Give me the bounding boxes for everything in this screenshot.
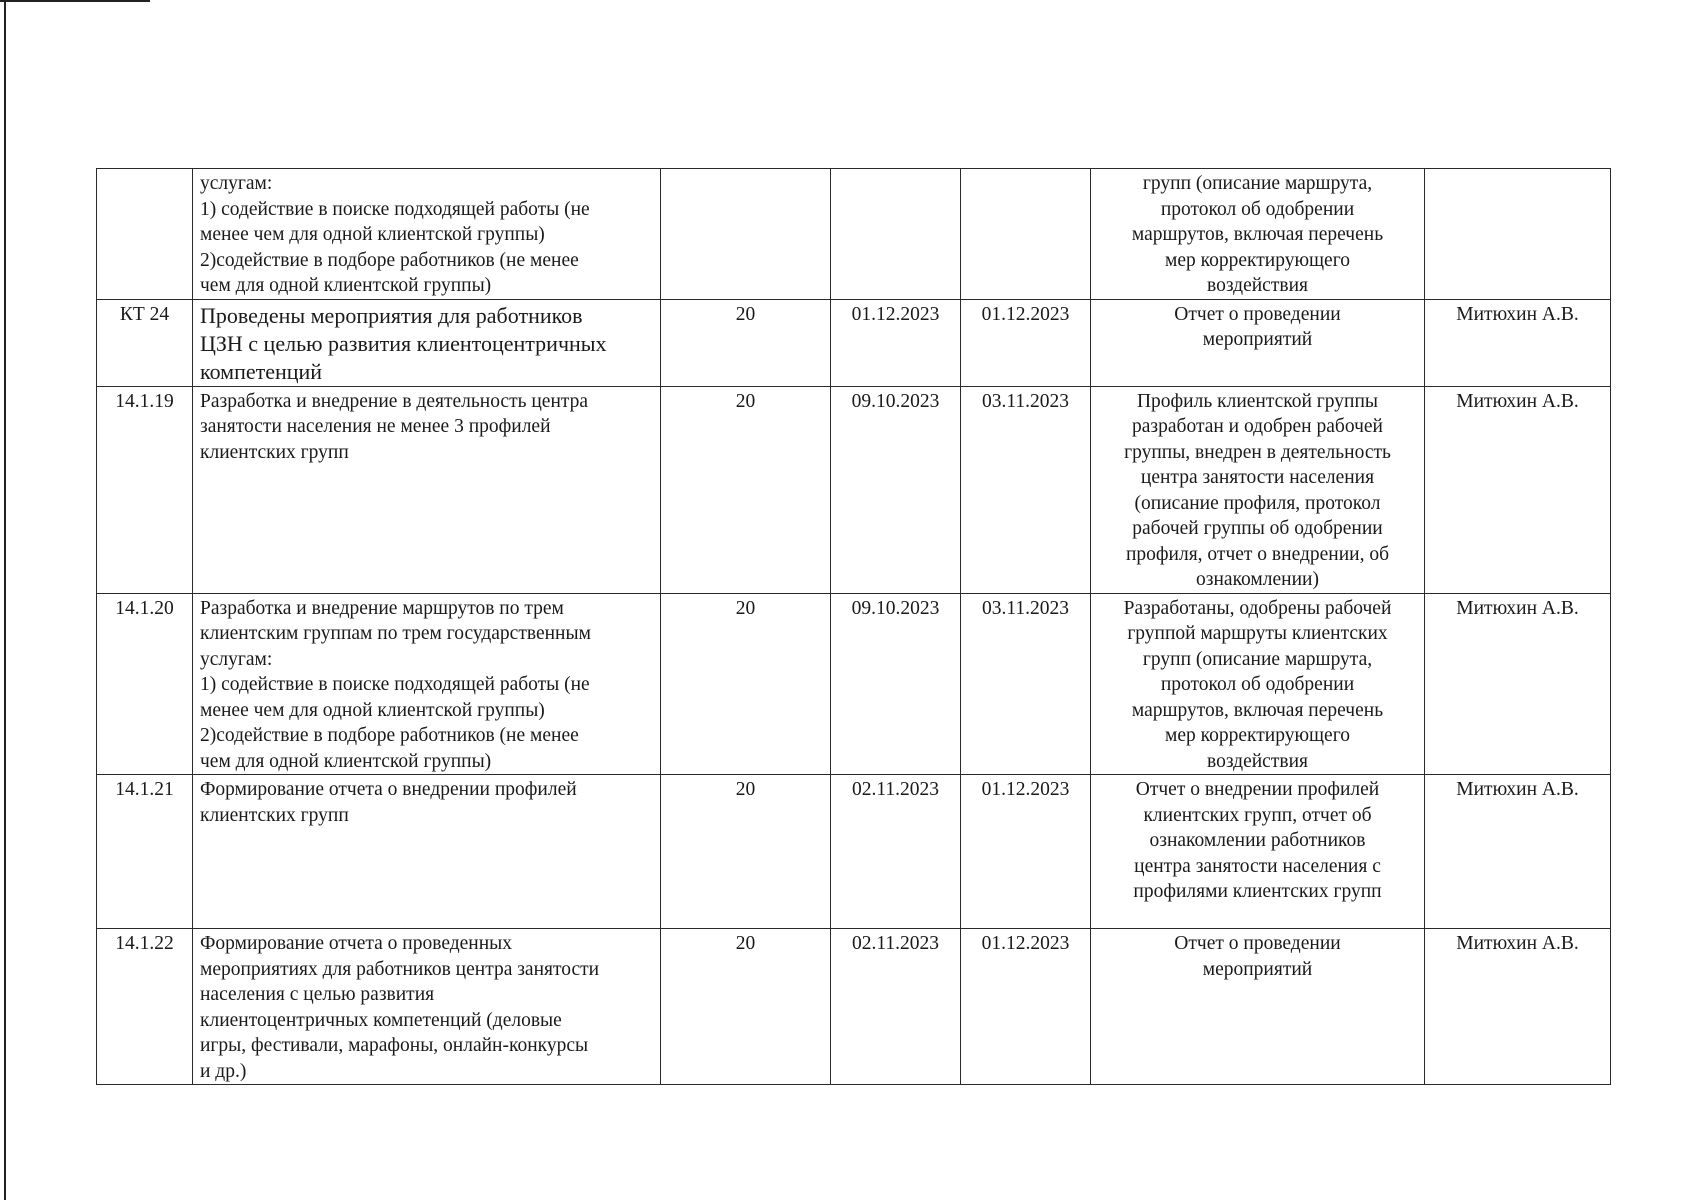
description-line: населения с целью развития [200,984,435,1005]
result-cell [1091,169,1425,300]
description-line: компетенций [200,358,323,384]
weight-cell: 20 [661,929,831,1085]
scan-border-top [0,0,150,2]
plan-table [96,168,1611,1085]
result-line: разработан и одобрен рабочей [1132,416,1383,437]
row-number-cell: КТ 24 [97,299,193,386]
result-line: мер корректирующего [1165,725,1350,746]
result-line: Разработаны, одобрены рабочей [1123,597,1392,619]
end-date-cell: 01.12.2023 [961,299,1091,386]
description-line: менее чем для одной клиентской группы) [200,224,545,245]
result-cell [1091,386,1425,593]
end-date-cell [961,169,1091,300]
description-line: Проведены мероприятия для работников [200,302,583,328]
end-date-cell: 01.12.2023 [961,929,1091,1085]
result-line: маршрутов, включая перечень [1131,224,1384,245]
start-date-cell [831,169,961,300]
result-line: центра занятости населения с [1134,855,1381,877]
result-cell [1091,299,1425,386]
table-row [97,169,1611,300]
end-date-cell: 01.12.2023 [961,775,1091,929]
description-line: 1) содействие в поиске подходящей работы (не [200,674,590,695]
description-cell [193,169,661,300]
weight-cell [661,169,831,300]
description-line: ЦЗН с целью развития клиентоцентричных [200,330,607,356]
weight-cell: 20 [661,593,831,775]
result-line: клиентских групп, отчет об [1143,804,1372,826]
table-row [97,386,1611,593]
description-line: чем для одной клиентской группы) [200,275,492,296]
responsible-cell: Митюхин А.В. [1425,593,1611,775]
table-row [97,593,1611,775]
result-line: мер корректирующего [1165,249,1350,271]
result-line: мероприятий [1202,958,1313,980]
start-date-cell: 09.10.2023 [831,386,961,593]
result-line: протокол об одобрении [1160,674,1355,695]
result-line: центра занятости населения [1140,467,1375,488]
weight-cell: 20 [661,299,831,386]
description-cell [193,299,661,386]
result-line: группой маршруты клиентских [1127,623,1388,644]
result-cell [1091,775,1425,929]
result-line: Отчет о внедрении профилей [1135,779,1380,800]
table-row [97,775,1611,929]
description-line: клиентоцентричных компетенций (деловые [200,1009,562,1031]
description-line: клиентским группам по трем государственным [200,623,591,644]
result-line: Отчет о проведении [1174,303,1341,325]
table-row [97,929,1611,1085]
responsible-cell: Митюхин А.В. [1425,386,1611,593]
description-line: клиентских групп [200,804,349,826]
responsible-cell [1425,169,1611,300]
description-line: мероприятиях для работников центра занятости [200,958,600,980]
description-line: менее чем для одной клиентской группы) [200,699,545,721]
result-line: ознакомлении) [1196,569,1319,590]
description-cell [193,593,661,775]
end-date-cell: 03.11.2023 [961,593,1091,775]
result-line: Отчет о проведении [1174,933,1341,954]
description-line: услугам: [200,648,273,670]
responsible-cell: Митюхин А.В. [1425,299,1611,386]
result-line: протокол об одобрении [1160,198,1355,220]
start-date-cell: 02.11.2023 [831,775,961,929]
result-line: группы, внедрен в деятельность [1124,441,1391,463]
result-cell [1091,593,1425,775]
description-line: Формирование отчета о внедрении профилей [200,779,577,800]
description-line: клиентских групп [200,441,349,463]
result-line: профиля, отчет о внедрении, об [1125,543,1390,565]
end-date-cell: 03.11.2023 [961,386,1091,593]
start-date-cell: 09.10.2023 [831,593,961,775]
result-line: Профиль клиентской группы [1136,390,1379,412]
result-line: воздействия [1207,750,1308,772]
result-cell [1091,929,1425,1085]
description-line: Формирование отчета о проведенных [200,933,513,954]
start-date-cell: 01.12.2023 [831,299,961,386]
result-line: мероприятий [1202,329,1313,350]
row-number-cell: 14.1.20 [97,593,193,775]
description-cell [193,775,661,929]
description-line: и др.) [200,1060,247,1082]
description-line: услугам: [200,173,273,194]
description-line: 1) содействие в поиске подходящей работы (не [200,198,590,220]
row-number-cell: 14.1.22 [97,929,193,1085]
responsible-cell: Митюхин А.В. [1425,775,1611,929]
result-line: маршрутов, включая перечень [1131,699,1384,721]
result-line: рабочей группы об одобрении [1132,518,1383,539]
result-line: ознакомлении работников [1149,830,1366,851]
weight-cell: 20 [661,386,831,593]
responsible-cell: Митюхин А.В. [1425,929,1611,1085]
description-cell [193,386,661,593]
description-line: чем для одной клиентской группы) [200,750,492,772]
description-line: игры, фестивали, марафоны, онлайн-конкурсы [200,1035,589,1056]
result-line: профилями клиентских групп [1133,881,1382,902]
table-row [97,299,1611,386]
result-line: (описание профиля, протокол [1134,492,1381,514]
result-line: групп (описание маршрута, [1142,173,1373,194]
description-line: занятости населения не менее 3 профилей [200,416,551,437]
row-number-cell: 14.1.21 [97,775,193,929]
row-number-cell: 14.1.19 [97,386,193,593]
description-line: 2)содействие в подборе работников (не менее [200,249,579,271]
start-date-cell: 02.11.2023 [831,929,961,1085]
description-line: Разработка и внедрение маршрутов по трем [200,597,564,619]
weight-cell: 20 [661,775,831,929]
scan-border-left [4,0,6,1200]
result-line: групп (описание маршрута, [1142,648,1373,670]
description-cell [193,929,661,1085]
description-line: Разработка и внедрение в деятельность центра [200,390,589,412]
result-line: воздействия [1207,275,1308,296]
description-line: 2)содействие в подборе работников (не менее [200,725,579,746]
row-number-cell [97,169,193,300]
